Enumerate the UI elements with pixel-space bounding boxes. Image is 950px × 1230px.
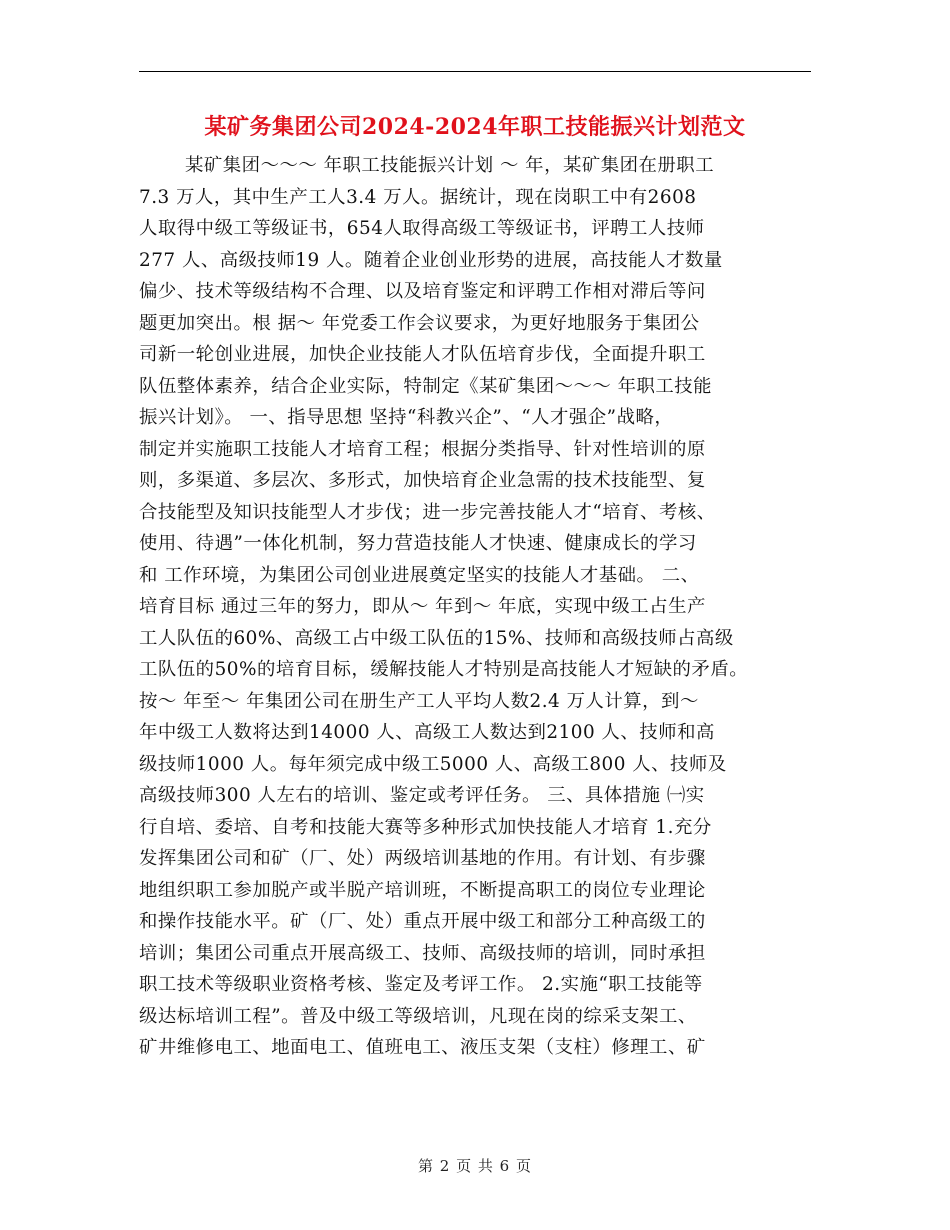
document-title: 某矿务集团公司2024-2024年职工技能振兴计划范文 (204, 114, 746, 140)
body-line: 培训；集团公司重点开展高级工、技师、高级技师的培训，同时承担 (139, 942, 706, 964)
body-line: 发挥集团公司和矿（厂、处）两级培训基地的作用。有计划、有步骤 (139, 848, 706, 869)
body-line: 工人队伍的60%、高级工占中级工队伍的15%、技师和高级技师占高级 (139, 627, 734, 649)
body-line: 使用、待遇”一体化机制，努力营造技能人才快速、健康成长的学习 (139, 533, 697, 554)
body-line: 题更加突出。根 据～ 年党委工作会议要求，为更好地服务于集团公 (139, 312, 700, 334)
body-line: 和操作技能水平。矿（厂、处）重点开展中级工和部分工种高级工的 (139, 911, 706, 932)
body-line: 工队伍的50%的培育目标，缓解技能人才特别是高技能人才短缺的矛盾。 (139, 659, 749, 680)
body-line: 高级技师300 人左右的培训、鉴定或考评任务。 三、具体措施 ㈠实 (139, 785, 705, 806)
body-line: 按～ 年至～ 年集团公司在册生产工人平均人数2.4 万人计算，到～ (139, 690, 699, 712)
body-line: 培育目标 通过三年的努力，即从～ 年到～ 年底，实现中级工占生产 (139, 596, 706, 617)
body-line: 年中级工人数将达到14000 人、高级工人数达到2100 人、技师和高 (139, 722, 715, 743)
body-line: 振兴计划》。 一、指导思想 坚持“科教兴企”、“人才强企”战略， (139, 407, 674, 428)
body-line: 和 工作环境，为集团公司创业进展奠定坚实的技能人才基础。 二、 (139, 564, 700, 586)
document-body (139, 150, 811, 1064)
body-line: 矿井维修电工、地面电工、值班电工、液压支架（支柱）修理工、矿 (139, 1037, 706, 1058)
body-line: 级达标培训工程”。普及中级工等级培训，凡现在岗的综采支架工、 (139, 1005, 697, 1027)
body-line: 队伍整体素养，结合企业实际，特制定《某矿集团～～～ 年职工技能 (139, 375, 713, 397)
body-line: 地组织职工参加脱产或半脱产培训班，不断提高职工的岗位专业理论 (139, 879, 706, 901)
body-line: 277 人、高级技师19 人。随着企业创业形势的进展，高技能人才数量 (139, 249, 723, 271)
header-rule (139, 71, 811, 72)
body-line: 职工技术等级职业资格考核、鉴定及考评工作。 2.实施“职工技能等 (139, 974, 703, 995)
body-line: 行自培、委培、自考和技能大赛等多种形式加快技能人才培育 1.充分 (139, 816, 712, 838)
page-number: 第 2 页 共 6 页 (418, 1157, 532, 1175)
body-line: 偏少、技术等级结构不合理、以及培育鉴定和评聘工作相对滞后等问 (139, 281, 706, 302)
body-line: 人取得中级工等级证书，654人取得高级工等级证书，评聘工人技师 (139, 218, 705, 239)
body-line: 合技能型及知识技能型人才步伐；进一步完善技能人才“培育、考核、 (139, 501, 716, 523)
body-line: 司新一轮创业进展，加快企业技能人才队伍培育步伐，全面提升职工 (139, 344, 706, 365)
body-line: 某矿集团～～～ 年职工技能振兴计划 ～ 年，某矿集团在册职工 (185, 155, 715, 176)
body-line: 级技师1000 人。每年须完成中级工5000 人、高级工800 人、技师及 (139, 753, 727, 775)
body-line: 制定并实施职工技能人才培育工程；根据分类指导、针对性培训的原 (139, 438, 706, 460)
body-line: 7.3 万人，其中生产工人3.4 万人。据统计，现在岗职工中有2608 (139, 186, 697, 208)
body-line: 则，多渠道、多层次、多形式，加快培育企业急需的技术技能型、复 (139, 470, 706, 491)
